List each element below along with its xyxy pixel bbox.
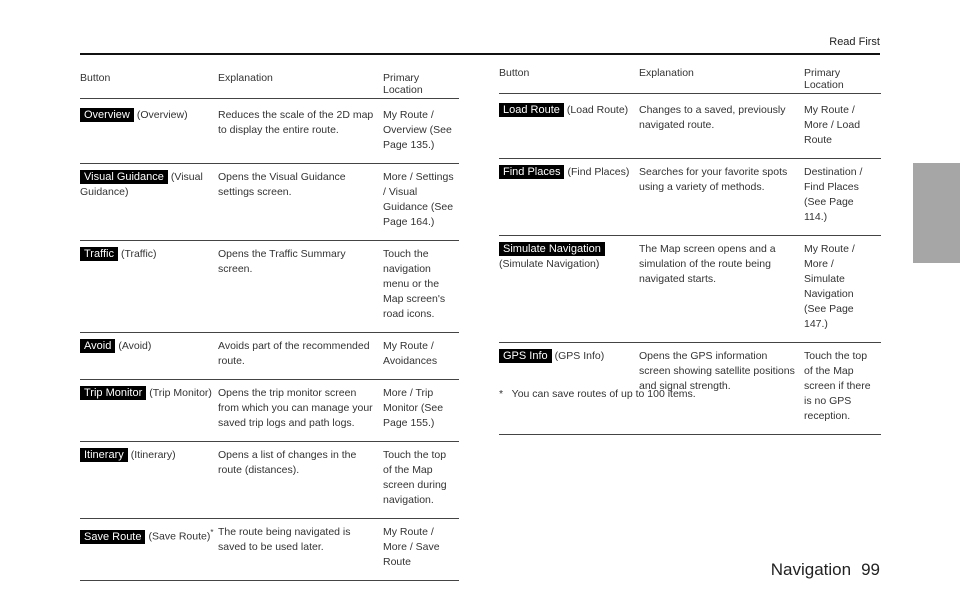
page-footer [771,560,880,580]
header-explanation: Explanation [639,63,804,94]
location-cell: Touch the navigation menu or the Map screen's road icons. [383,241,459,333]
location-cell: Touch the top of the Map screen if there is no GPS reception. [804,343,881,435]
table-row [80,241,459,333]
button-cell [80,241,218,333]
table-row [499,236,881,343]
explanation-cell: Reduces the scale of the 2D map to display the entire route. [218,99,383,164]
table-row [80,519,459,581]
left-table-column [80,68,459,581]
button-name-paren: (Simulate Navigation) [499,258,600,270]
button-name-paren: (Save Route) [148,530,211,543]
table-row [80,380,459,442]
button-label: Avoid [80,339,115,353]
section-tab [913,163,960,263]
button-label: Load Route [499,103,564,117]
button-name-paren: (Overview) [136,109,188,121]
table-row [80,99,459,164]
button-cell [80,333,218,380]
footnote: * You can save routes of up to 100 items. [499,388,696,400]
button-name-paren: (Load Route) [566,104,629,116]
explanation-cell: Changes to a saved, previously navigated route. [639,94,804,159]
explanation-cell: Opens the GPS information screen showing satellite positions and signal strength. [639,343,804,435]
button-cell [80,164,218,241]
location-cell: More / Trip Monitor (See Page 155.) [383,380,459,442]
button-name-paren: (Trip Monitor) [149,387,212,399]
header-button: Button [80,68,218,99]
location-cell: My Route / More / Save Route [383,519,459,581]
section-title: Navigation [770,560,852,579]
location-cell: My Route / More / Load Route [804,94,881,159]
button-cell [80,442,218,519]
button-label: Save Route [80,530,145,544]
explanation-cell: Searches for your favorite spots using a variety of methods. [639,159,804,236]
button-name-paren: (GPS Info) [554,350,605,362]
button-cell [80,519,218,581]
location-cell: My Route / Avoidances [383,333,459,380]
location-cell: Destination / Find Places (See Page 114.) [804,159,881,236]
table-row [499,94,881,159]
button-cell [80,99,218,164]
location-cell: My Route / Overview (See Page 135.) [383,99,459,164]
explanation-cell: Opens the Visual Guidance settings screen. [218,164,383,241]
button-label: Traffic [80,247,118,261]
right-table [499,63,881,435]
table-row [499,159,881,236]
button-label: Simulate Navigation [499,242,605,256]
explanation-cell: Avoids part of the recommended route. [218,333,383,380]
button-name-paren: (Avoid) [118,340,152,352]
header-explanation: Explanation [218,68,383,99]
table-row [80,333,459,380]
page-number: 99 [861,560,880,579]
button-label: Visual Guidance [80,170,168,184]
location-cell: More / Settings / Visual Guidance (See Page 164.) [383,164,459,241]
button-label: GPS Info [499,349,552,363]
explanation-cell: Opens the trip monitor screen from which you can manage your saved trip logs and path logs. [218,380,383,442]
explanation-cell: The route being navigated is saved to be used later. [218,519,383,581]
header-location: Primary Location [804,63,881,94]
location-cell: Touch the top of the Map screen during navigation. [383,442,459,519]
header-button: Button [499,63,639,94]
button-label: Overview [80,108,134,122]
button-label: Find Places [499,165,564,179]
header-location: Primary Location [383,68,459,99]
header-rule [80,53,880,55]
button-cell [499,236,639,343]
button-name-paren: (Find Places) [567,166,630,178]
left-table [80,68,459,581]
button-cell [499,94,639,159]
table-row [80,164,459,241]
button-name-paren: (Itinerary) [130,449,176,461]
button-name-paren: (Traffic) [120,248,157,260]
button-label: Trip Monitor [80,386,146,400]
table-row [80,442,459,519]
explanation-cell: The Map screen opens and a simulation of the route being navigated starts. [639,236,804,343]
right-table-column [499,63,881,435]
button-cell [499,159,639,236]
button-name-paren: (Visual Guidance) [80,171,203,198]
button-label: Itinerary [80,448,128,462]
button-cell [80,380,218,442]
running-header: Read First [829,36,880,48]
location-cell: My Route / More / Simulate Navigation (See Page 147.) [804,236,881,343]
explanation-cell: Opens the Traffic Summary screen. [218,241,383,333]
explanation-cell: Opens a list of changes in the route (distances). [218,442,383,519]
footnote-mark: * [210,528,214,537]
